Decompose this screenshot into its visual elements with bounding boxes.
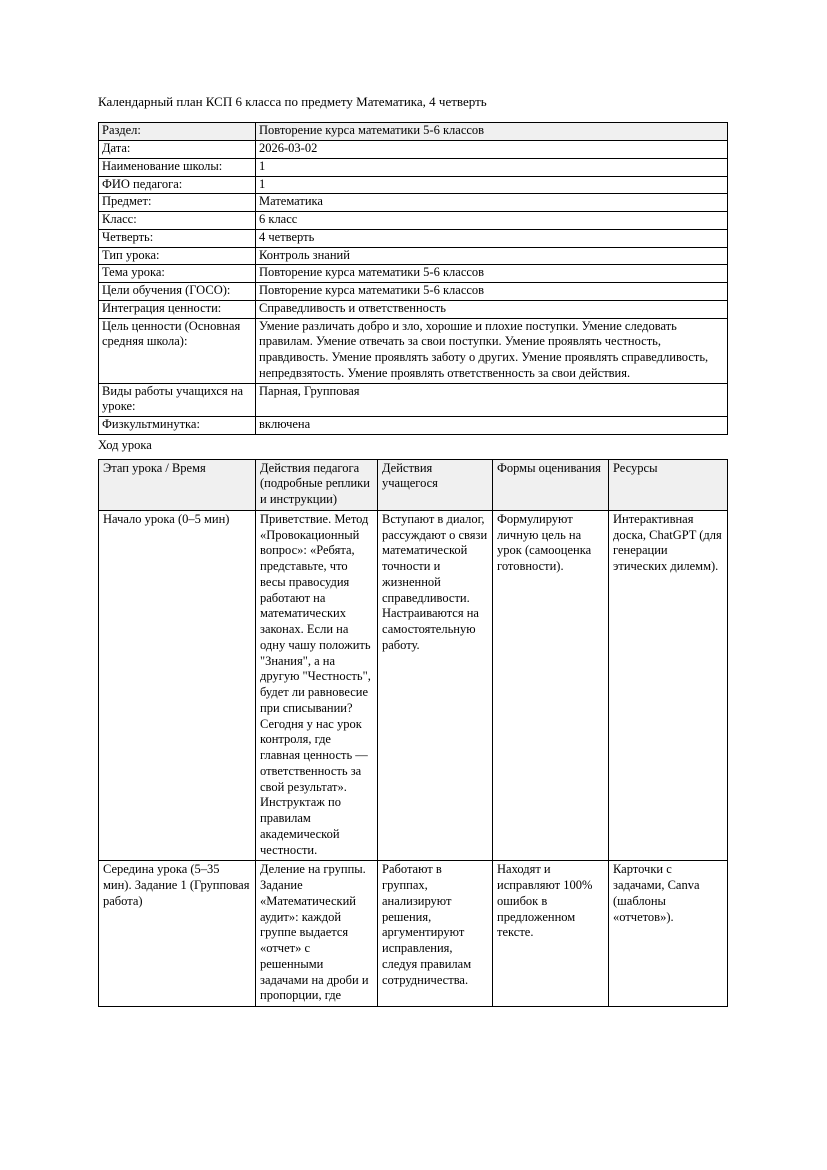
info-label: Тип урока: bbox=[99, 247, 256, 265]
info-label: Интеграция ценности: bbox=[99, 300, 256, 318]
section-heading: Ход урока bbox=[98, 437, 152, 452]
stage-cell: Середина урока (5–35 мин). Задание 1 (Групповая работа) bbox=[99, 861, 256, 1007]
info-row-subject bbox=[99, 194, 728, 212]
column-header-teacher-actions: Действия педагога (подробные реплики и инструкции) bbox=[256, 459, 378, 510]
info-row-date bbox=[99, 141, 728, 159]
info-value: Математика bbox=[256, 194, 728, 212]
page-title: Календарный план КСП 6 класса по предмету Математика, 4 четверть bbox=[98, 94, 487, 109]
column-header-assessment: Формы оценивания bbox=[493, 459, 609, 510]
info-label: Физкультминутка: bbox=[99, 417, 256, 435]
info-row-value-goal bbox=[99, 318, 728, 383]
info-value: Умение различать добро и зло, хорошие и плохие поступки. Умение следовать правилам. Умение отвечать за свои поступки. Умение проявлять честность, правдивость. Умение проявлять заботу о других. Умение проявлять справедливость, непредвзятость. Умение проявлять ответственность за свои действия. bbox=[256, 318, 728, 383]
lesson-info-table bbox=[98, 122, 728, 435]
info-value: включена bbox=[256, 417, 728, 435]
info-label: Цель ценности (Основная средняя школа): bbox=[99, 318, 256, 383]
info-value: 1 bbox=[256, 176, 728, 194]
info-row-class bbox=[99, 212, 728, 230]
info-value: Справедливость и ответственность bbox=[256, 300, 728, 318]
info-value: 4 четверть bbox=[256, 229, 728, 247]
info-value: 6 класс bbox=[256, 212, 728, 230]
info-label: Тема урока: bbox=[99, 265, 256, 283]
resources-cell: Интерактивная доска, ChatGPT (для генерации этических дилемм). bbox=[609, 510, 728, 861]
lesson-row-start bbox=[99, 510, 728, 861]
info-label: Виды работы учащихся на уроке: bbox=[99, 383, 256, 417]
info-value: 2026-03-02 bbox=[256, 141, 728, 159]
info-value: Повторение курса математики 5-6 классов bbox=[256, 123, 728, 141]
stage-cell: Начало урока (0–5 мин) bbox=[99, 510, 256, 861]
info-row-work-types bbox=[99, 383, 728, 417]
column-header-student-actions: Действия учащегося bbox=[378, 459, 493, 510]
info-label: Четверть: bbox=[99, 229, 256, 247]
info-value: 1 bbox=[256, 158, 728, 176]
teacher-actions-cell: Приветствие. Метод «Провокационный вопрос»: «Ребята, представьте, что весы правосудия работают на математических законах. Если на одну чашу положить "Знания", а на другую "Честность", будет ли равновесие при списывании? Сегодня у нас урок контроля, где главная ценность — ответственность за свой результат». Инструктаж по правилам академической честности. bbox=[256, 510, 378, 861]
flow-header-row bbox=[99, 459, 728, 510]
info-label: Раздел: bbox=[99, 123, 256, 141]
info-row-razdel bbox=[99, 123, 728, 141]
info-value: Повторение курса математики 5-6 классов bbox=[256, 283, 728, 301]
student-actions-cell: Вступают в диалог, рассуждают о связи математической точности и жизненной справедливости. Настраиваются на самостоятельную работу. bbox=[378, 510, 493, 861]
info-value: Повторение курса математики 5-6 классов bbox=[256, 265, 728, 283]
info-row-school bbox=[99, 158, 728, 176]
info-row-goals bbox=[99, 283, 728, 301]
info-label: Наименование школы: bbox=[99, 158, 256, 176]
assessment-cell: Формулируют личную цель на урок (самооценка готовности). bbox=[493, 510, 609, 861]
info-label: Предмет: bbox=[99, 194, 256, 212]
lesson-row-middle bbox=[99, 861, 728, 1007]
info-value: Парная, Групповая bbox=[256, 383, 728, 417]
info-label: Дата: bbox=[99, 141, 256, 159]
column-header-resources: Ресурсы bbox=[609, 459, 728, 510]
info-row-phys-minute bbox=[99, 417, 728, 435]
teacher-actions-cell: Деление на группы. Задание «Математический аудит»: каждой группе выдается «отчет» с решенными задачами на дроби и пропорции, где bbox=[256, 861, 378, 1007]
info-row-quarter bbox=[99, 229, 728, 247]
student-actions-cell: Работают в группах, анализируют решения, аргументируют исправления, следуя правилам сотрудничества. bbox=[378, 861, 493, 1007]
lesson-flow-table bbox=[98, 459, 728, 1008]
assessment-cell: Находят и исправляют 100% ошибок в предложенном тексте. bbox=[493, 861, 609, 1007]
info-row-values-integration bbox=[99, 300, 728, 318]
info-row-lesson-topic bbox=[99, 265, 728, 283]
column-header-stage: Этап урока / Время bbox=[99, 459, 256, 510]
info-label: ФИО педагога: bbox=[99, 176, 256, 194]
info-label: Цели обучения (ГОСО): bbox=[99, 283, 256, 301]
info-label: Класс: bbox=[99, 212, 256, 230]
info-value: Контроль знаний bbox=[256, 247, 728, 265]
resources-cell: Карточки с задачами, Canva (шаблоны «отчетов»). bbox=[609, 861, 728, 1007]
info-row-teacher-name bbox=[99, 176, 728, 194]
info-row-lesson-type bbox=[99, 247, 728, 265]
